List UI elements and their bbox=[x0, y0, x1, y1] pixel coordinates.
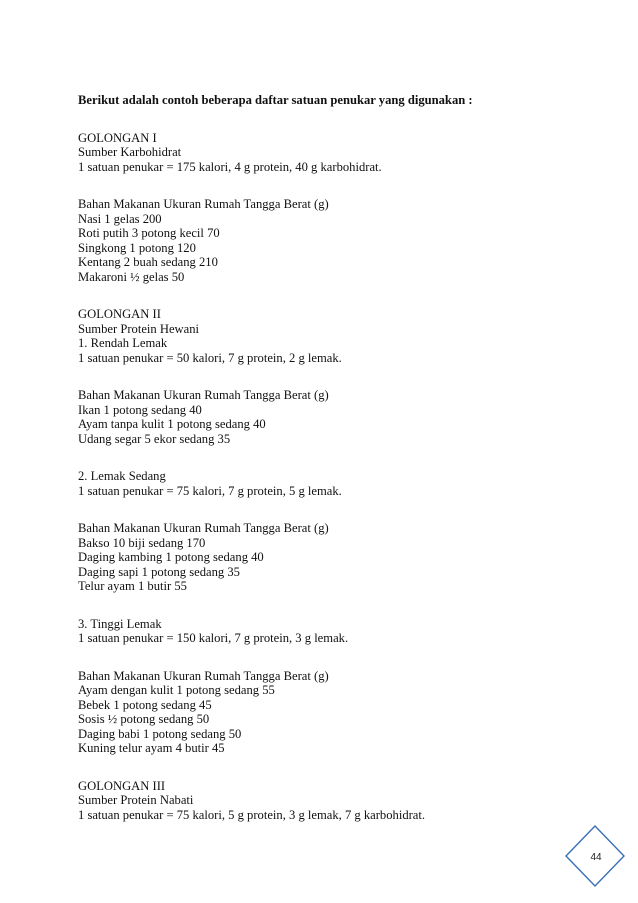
document-body bbox=[78, 93, 578, 822]
list-item: Sosis ½ potong sedang 50 bbox=[78, 712, 210, 726]
table-header: Bahan Makanan Ukuran Rumah Tangga Berat (g) bbox=[78, 388, 329, 402]
list-item: Ikan 1 potong sedang 40 bbox=[78, 402, 202, 417]
exchange-text: 1 satuan penukar = 75 kalori, 7 g protein, 5 g lemak. bbox=[78, 483, 342, 498]
intro-text: Berikut adalah contoh beberapa daftar satuan penukar yang digunakan : bbox=[78, 93, 473, 107]
food-list-golongan-1 bbox=[78, 197, 578, 284]
list-item: Daging sapi 1 potong sedang 35 bbox=[78, 564, 240, 579]
list-item: Bebek 1 potong sedang 45 bbox=[78, 697, 212, 712]
list-item: Kuning telur ayam 4 butir 45 bbox=[78, 741, 225, 755]
list-item: Ayam tanpa kulit 1 potong sedang 40 bbox=[78, 417, 266, 431]
table-header: Bahan Makanan Ukuran Rumah Tangga Berat (g) bbox=[78, 668, 329, 683]
exchange-text: 1 satuan penukar = 75 kalori, 5 g protein, 3 g lemak, 7 g karbohidrat. bbox=[78, 807, 426, 822]
section-golongan-3 bbox=[78, 779, 578, 823]
list-item: Daging babi 1 potong sedang 50 bbox=[78, 726, 242, 741]
exchange-text: 1 satuan penukar = 150 kalori, 7 g protein, 3 g lemak. bbox=[78, 631, 349, 645]
section-subtitle: Sumber Karbohidrat bbox=[78, 145, 182, 159]
subsection-name: 2. Lemak Sedang bbox=[78, 469, 166, 483]
section-golongan-1 bbox=[78, 131, 578, 175]
exchange-text: 1 satuan penukar = 175 kalori, 4 g protein, 40 g karbohidrat. bbox=[78, 159, 382, 174]
subsection-name: 1. Rendah Lemak bbox=[78, 336, 168, 350]
list-item: Ayam dengan kulit 1 potong sedang 55 bbox=[78, 683, 275, 697]
list-item: Udang segar 5 ekor sedang 35 bbox=[78, 431, 231, 446]
section-subtitle: Sumber Protein Hewani bbox=[78, 321, 200, 336]
subsection-lemak-sedang bbox=[78, 469, 578, 498]
section-subtitle: Sumber Protein Nabati bbox=[78, 793, 194, 807]
list-item: Bakso 10 biji sedang 170 bbox=[78, 535, 206, 550]
subsection-tinggi-lemak bbox=[78, 617, 578, 646]
food-list-tinggi-lemak bbox=[78, 669, 578, 756]
table-header: Bahan Makanan Ukuran Rumah Tangga Berat (g) bbox=[78, 197, 329, 211]
section-title: GOLONGAN III bbox=[78, 778, 166, 793]
food-list-lemak-sedang bbox=[78, 521, 578, 594]
list-item: Makaroni ½ gelas 50 bbox=[78, 269, 185, 284]
table-header: Bahan Makanan Ukuran Rumah Tangga Berat (g) bbox=[78, 521, 329, 535]
section-title: GOLONGAN II bbox=[78, 307, 161, 321]
food-list-rendah-lemak bbox=[78, 388, 578, 446]
list-item: Nasi 1 gelas 200 bbox=[78, 211, 162, 226]
list-item: Roti putih 3 potong kecil 70 bbox=[78, 226, 220, 240]
page-number: 44 bbox=[590, 852, 602, 863]
section-title: GOLONGAN I bbox=[78, 130, 157, 145]
list-item: Telur ayam 1 butir 55 bbox=[78, 579, 187, 593]
list-item: Singkong 1 potong 120 bbox=[78, 240, 196, 255]
subsection-name: 3. Tinggi Lemak bbox=[78, 616, 162, 631]
list-item: Kentang 2 buah sedang 210 bbox=[78, 255, 218, 269]
list-item: Daging kambing 1 potong sedang 40 bbox=[78, 550, 264, 564]
section-golongan-2 bbox=[78, 307, 578, 365]
exchange-text: 1 satuan penukar = 50 kalori, 7 g protein, 2 g lemak. bbox=[78, 350, 342, 365]
